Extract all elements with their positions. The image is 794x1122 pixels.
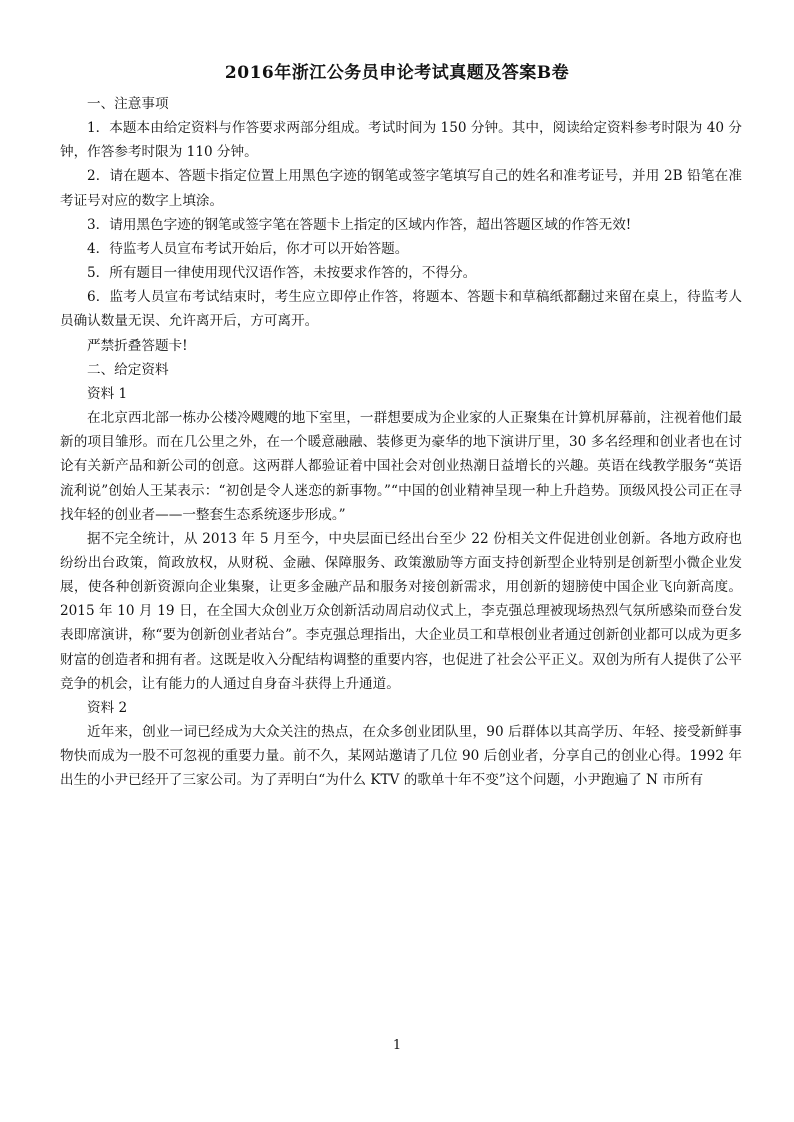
warning-text: 严禁折叠答题卡!	[87, 337, 188, 354]
note-item-2: 2．请在题本、答题卡指定位置上用黑色字迹的钢笔或签字笔填写自己的姓名和准考证号，并用 2B 铅笔在准考证号对应的数字上填涂。	[60, 168, 742, 209]
page-number: 1	[392, 1038, 402, 1053]
material-2-paragraph-1: 近年来，创业一词已经成为大众关注的热点，在众多创业团队里，90 后群体以其高学历、年轻、接受新鲜事物快而成为一股不可忽视的重要力量。前不久，某网站邀请了几位 90 后创业者，分享自己的创业心得。1992 年出生的小尹已经开了三家公司。为了弄明白“为什么 KTV 的歌单十年不变”这个问题，小尹跑遍了 N 市所有	[60, 724, 742, 789]
note-item-4: 4．待监考人员宣布考试开始后，你才可以开始答题。	[87, 240, 409, 257]
section-heading-notes: 一、注意事项	[87, 96, 169, 112]
document-title: 2016年浙江公务员申论考试真题及答案B卷	[224, 63, 570, 83]
document-body	[60, 92, 742, 793]
material-1-paragraph-2: 据不完全统计，从 2013 年 5 月至今，中央层面已经出台至少 22 份相关文件促进创业创新。各地方政府也纷纷出台政策，简政放权，从财税、金融、保障服务、政策激励等方面支持创新型企业特别是创新型小微企业发展，使各种创新资源向企业集聚，让更多金融产品和服务对接创新需求，用创新的翅膀使中国企业飞向新高度。2015 年 10 月 19 日，在全国大众创业万众创新活动周启动仪式上，李克强总理被现场热烈气氛所感染而登台发表即席演讲，称“要为创新创业者站台”。李克强总理指出，大企业员工和草根创业者通过创新创业都可以成为更多财富的创造者和拥有者。这既是收入分配结构调整的重要内容，也促进了社会公平正义。双创为所有人提供了公平竞争的机会，让有能力的人通过自身奋斗获得上升通道。	[60, 530, 742, 692]
material-1-paragraph-1: 在北京西北部一栋办公楼冷飕飕的地下室里，一群想要成为企业家的人正聚集在计算机屏幕前，注视着他们最新的项目雏形。而在几公里之外，在一个暖意融融、装修更为豪华的地下演讲厅里，30 多名经理和创业者也在讨论有关新产品和新公司的创意。这两群人都验证着中国社会对创业热潮日益增长的兴趣。英语在线教学服务“英语流利说”创始人王某表示：“初创是令人迷恋的新事物。”“中国的创业精神呈现一种上升趋势。顶级风投公司正在寻找年轻的创业者——一整套生态系统逐步形成。”	[60, 410, 742, 523]
note-item-5: 5．所有题目一律使用现代汉语作答，未按要求作答的，不得分。	[87, 265, 477, 282]
section-heading-materials: 二、给定资料	[87, 361, 169, 378]
material-2-heading: 资料 2	[87, 699, 128, 716]
note-item-3: 3．请用黑色字迹的钢笔或签字笔在答题卡上指定的区域内作答，超出答题区域的作答无效!	[87, 216, 632, 233]
note-item-6: 6．监考人员宣布考试结束时，考生应立即停止作答，将题本、答题卡和草稿纸都翻过来留在桌上，待监考人员确认数量无误、允许离开后，方可离开。	[60, 289, 742, 330]
note-item-1: 1．本题本由给定资料与作答要求两部分组成。考试时间为 150 分钟。其中，阅读给定资料参考时限为 40 分钟，作答参考时限为 110 分钟。	[60, 120, 742, 161]
material-1-heading: 资料 1	[87, 385, 128, 402]
